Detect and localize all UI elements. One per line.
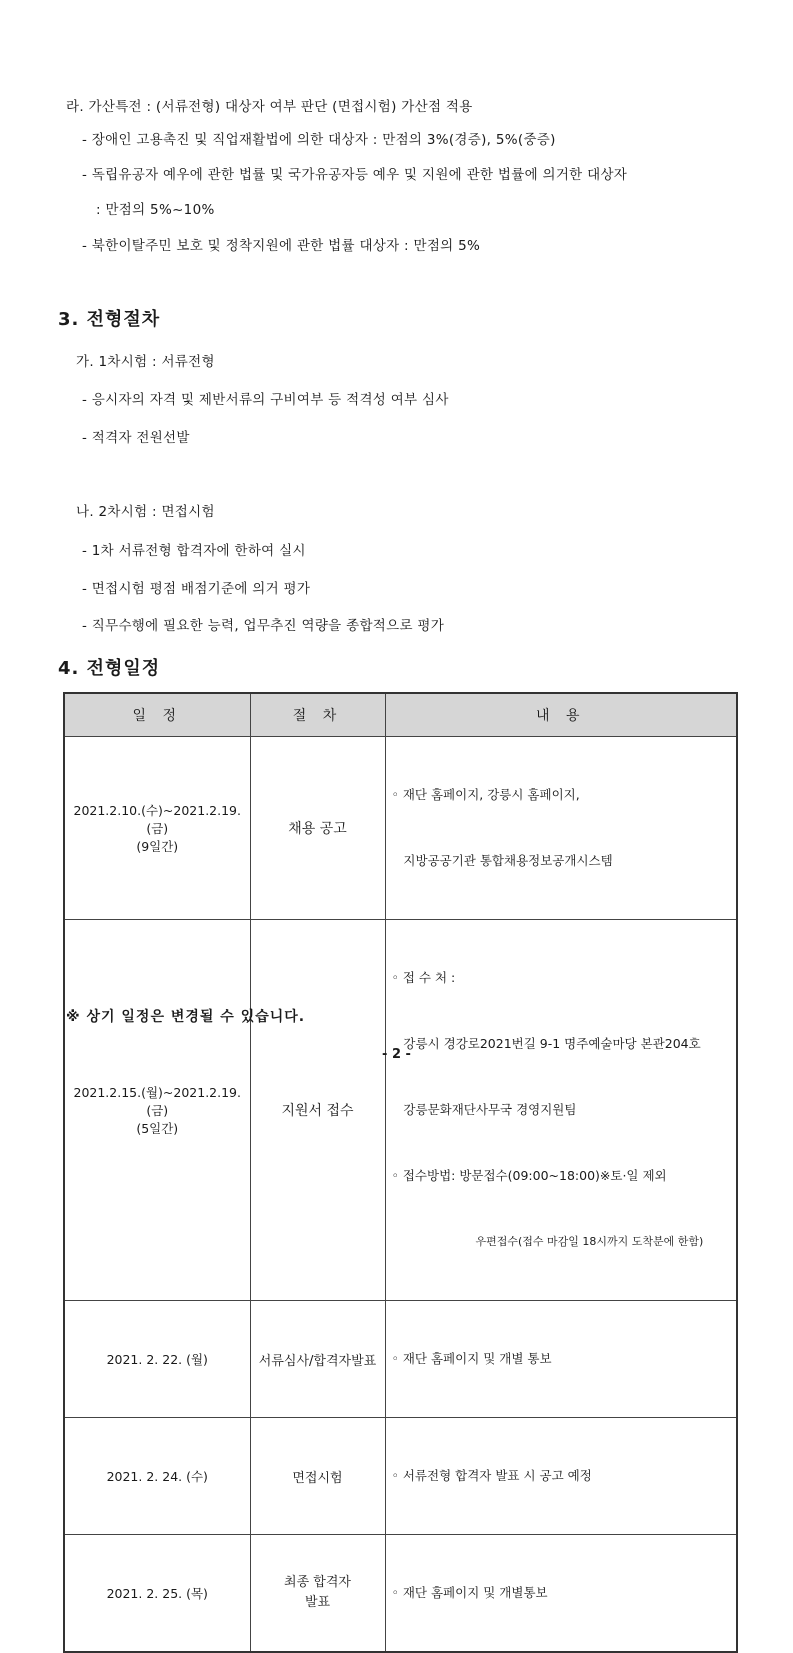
col-header-step: 절 차 (250, 693, 385, 737)
bullet-item: - 장애인 고용촉진 및 직업재활법에 의한 대상자 : 만점의 3%(경증), 5%(중증) (82, 132, 556, 148)
content-subline: 우편접수(접수 마감일 18시까지 도착분에 한함) (475, 1235, 704, 1248)
bullet-item: - 독립유공자 예우에 관한 법률 및 국가유공자등 예우 및 지원에 관한 법률에 의거한 대상자 (82, 167, 628, 183)
row-content (385, 1535, 737, 1653)
section-ra-title: 라. 가산특전 : (서류전형) 대상자 여부 판단 (면접시험) 가산점 적용 (66, 99, 473, 115)
step-text: 면접시험 (292, 1470, 343, 1486)
schedule-note: ※ 상기 일정은 변경될 수 있습니다. (66, 1009, 306, 1025)
bullet-continuation: : 만점의 5%~10% (96, 202, 215, 218)
row-content (385, 737, 737, 920)
row-step (250, 737, 385, 920)
table-row (64, 1418, 737, 1535)
date-text: 2021. 2. 22. (월) (106, 1352, 208, 1367)
row-date (64, 920, 250, 1301)
table-row (64, 1301, 737, 1418)
date-text: 2021. 2. 24. (수) (106, 1469, 208, 1484)
content-line: ◦ 재단 홈페이지 및 개별 통보 (391, 1351, 552, 1366)
bullet-item: - 직무수행에 필요한 능력, 업무추진 역량을 종합적으로 평가 (82, 618, 445, 634)
row-date (64, 1418, 250, 1535)
bullet-item: - 응시자의 자격 및 제반서류의 구비여부 등 적격성 여부 심사 (82, 392, 449, 408)
row-date (64, 1535, 250, 1653)
step-text: 최종 합격자 (284, 1575, 351, 1590)
row-date (64, 737, 250, 920)
table-row (64, 1535, 737, 1653)
row-content (385, 1301, 737, 1418)
col-header-content: 내 용 (385, 693, 737, 737)
content-line: 강릉문화재단사무국 경영지원팀 (391, 1102, 577, 1117)
col-header-date: 일 정 (64, 693, 250, 737)
date-text: 2021. 2. 25. (목) (106, 1586, 208, 1601)
row-step (250, 1301, 385, 1418)
content-line: 지방공공기관 통합채용정보공개시스템 (391, 853, 613, 868)
section3-heading: 3. 전형절차 (58, 309, 161, 330)
step-text: 서류심사/합격자발표 (258, 1353, 377, 1369)
page-number: - 2 - (382, 1047, 411, 1062)
duration-text: (5일간) (136, 1121, 179, 1136)
step-text: 발표 (304, 1595, 331, 1610)
section3-na-title: 나. 2차시험 : 면접시험 (76, 504, 215, 520)
content-line: 강릉시 경강로2021번길 9-1 명주예술마당 본관204호 (391, 1036, 701, 1051)
schedule-table (63, 692, 738, 1653)
content-line: ◦ 접 수 처 : (391, 970, 456, 985)
duration-text: (9일간) (136, 839, 179, 854)
step-text: 채용 공고 (288, 821, 347, 837)
step-text: 지원서 접수 (281, 1103, 354, 1119)
bullet-item: - 적격자 전원선발 (82, 430, 190, 446)
row-step (250, 1418, 385, 1535)
date-text: 2021.2.10.(수)~2021.2.19.(금) (73, 803, 241, 836)
row-step (250, 920, 385, 1301)
content-line: ◦ 접수방법: 방문접수(09:00~18:00)※토·일 제외 (391, 1168, 667, 1183)
bullet-item: - 면접시험 평점 배점기준에 의거 평가 (82, 581, 311, 597)
content-line: ◦ 재단 홈페이지, 강릉시 홈페이지, (391, 787, 580, 802)
row-date (64, 1301, 250, 1418)
table-header-row (64, 693, 737, 737)
row-content (385, 920, 737, 1301)
section3-ga-title: 가. 1차시험 : 서류전형 (76, 354, 215, 370)
content-line: ◦ 서류전형 합격자 발표 시 공고 예정 (391, 1468, 592, 1483)
row-step (250, 1535, 385, 1653)
content-line: ◦ 재단 홈페이지 및 개별통보 (391, 1585, 548, 1600)
date-text: 2021.2.15.(월)~2021.2.19.(금) (73, 1085, 241, 1118)
table-row (64, 920, 737, 1301)
section4-heading: 4. 전형일정 (58, 658, 161, 679)
row-content (385, 1418, 737, 1535)
table-row (64, 737, 737, 920)
bullet-item: - 1차 서류전형 합격자에 한하여 실시 (82, 543, 306, 559)
bullet-item: - 북한이탈주민 보호 및 정착지원에 관한 법률 대상자 : 만점의 5% (82, 238, 481, 254)
